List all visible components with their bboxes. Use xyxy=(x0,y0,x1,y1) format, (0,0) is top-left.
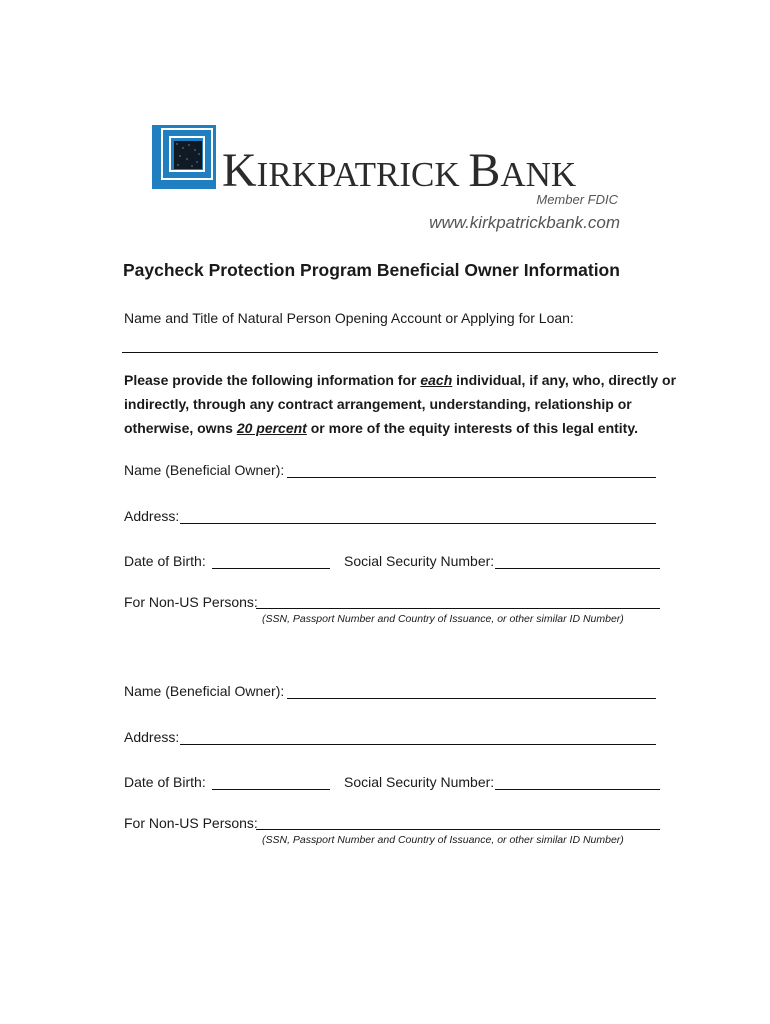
owner2-name-label: Name (Beneficial Owner): xyxy=(124,683,285,699)
owner1-name-label: Name (Beneficial Owner): xyxy=(124,462,285,478)
owner2-ssn-field[interactable] xyxy=(495,789,660,790)
owner2-dob-label: Date of Birth: xyxy=(124,774,206,790)
owner1-address-field[interactable] xyxy=(180,523,656,524)
owner2-nonus-label: For Non-US Persons: xyxy=(124,815,258,831)
applicant-field[interactable] xyxy=(122,352,658,353)
owner1-nonus-note: (SSN, Passport Number and Country of Issuance, or other similar ID Number) xyxy=(262,613,624,625)
owner2-nonus-note: (SSN, Passport Number and Country of Issuance, or other similar ID Number) xyxy=(262,834,624,846)
owner2-address-label: Address: xyxy=(124,729,180,745)
owner1-dob-label: Date of Birth: xyxy=(124,553,206,569)
bank-name: KIRKPATRICK BANK xyxy=(222,144,577,197)
instructions: Please provide the following information for each individual, if any, who, directly or indirectly, through any contract arrangement, understanding, relationship or otherwise, owns 20 percent or more of the equity interests of this legal entity. xyxy=(124,372,677,436)
owner2-address-field[interactable] xyxy=(180,744,656,745)
owner2-dob-field[interactable] xyxy=(212,789,330,790)
kirkpatrick-logo-icon xyxy=(152,125,216,189)
owner1-ssn-label: Social Security Number: xyxy=(344,553,495,569)
applicant-label: Name and Title of Natural Person Opening Account or Applying for Loan: xyxy=(124,310,574,326)
owner1-dob-field[interactable] xyxy=(212,568,330,569)
member-fdic: Member FDIC xyxy=(536,192,618,207)
form-title: Paycheck Protection Program Beneficial Owner Information xyxy=(123,260,620,280)
owner1-nonus-field[interactable] xyxy=(256,608,660,609)
owner2-ssn-label: Social Security Number: xyxy=(344,774,495,790)
owner1-nonus-label: For Non-US Persons: xyxy=(124,594,258,610)
owner1-address-label: Address: xyxy=(124,508,180,524)
owner1-ssn-field[interactable] xyxy=(495,568,660,569)
owner2-name-field[interactable] xyxy=(287,698,656,699)
bank-website: www.kirkpatrickbank.com xyxy=(429,213,620,232)
owner2-nonus-field[interactable] xyxy=(256,829,660,830)
owner1-name-field[interactable] xyxy=(287,477,656,478)
